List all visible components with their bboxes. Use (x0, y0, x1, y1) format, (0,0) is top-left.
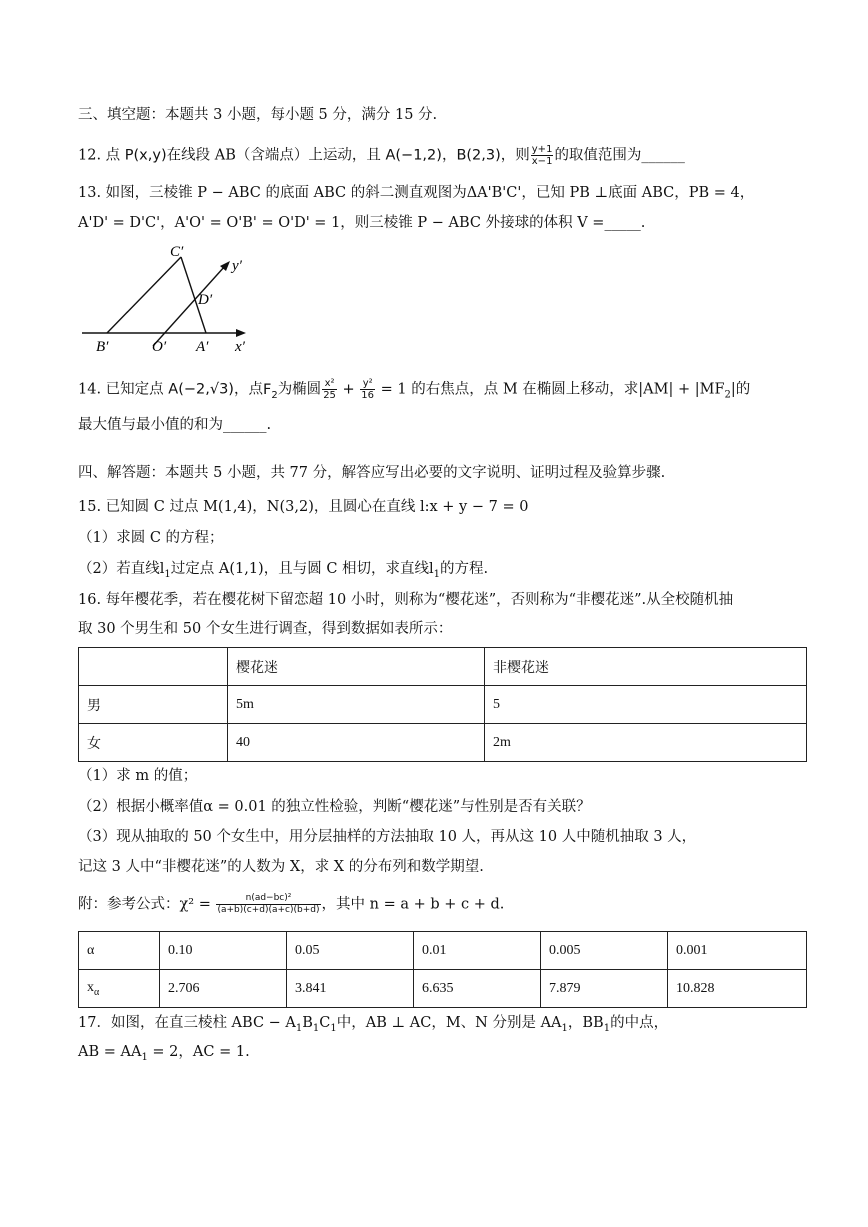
table-cell: 3.841 (287, 970, 414, 1008)
table-cell: 0.10 (160, 932, 287, 970)
q12-text-2: 在线段 AB（含端点）上运动，且 (166, 147, 386, 164)
q17-line2-b: = 2，AC = 1. (147, 1044, 250, 1060)
question-16-line-2: 取 30 个男生和 50 个女生进行调查，得到数据如表所示： (78, 621, 453, 637)
q12-text-4: ，则 (500, 147, 530, 164)
label-d: D′ (198, 292, 213, 308)
x-label: x (87, 979, 94, 995)
label-x: x′ (235, 339, 245, 355)
question-14-line-2: 最大值与最小值的和为______. (78, 417, 272, 433)
q14-text-1: 14. 已知定点 (78, 381, 169, 398)
label-y: y′ (232, 258, 242, 274)
question-15-part-1: （1）求圆 C 的方程； (78, 530, 224, 546)
q14-text-4: = 1 的右焦点，点 M 在椭圆上移动，求|AM| + |MF (376, 381, 725, 398)
label-o: O′ (152, 339, 167, 355)
y-axis (153, 266, 225, 346)
question-16-part-2: （2）根据小概率值α = 0.01 的独立性检验，判断“樱花迷”与性别是否有关联？ (78, 799, 591, 815)
q17-letter: C (319, 1015, 331, 1031)
q15-p2-text-b: 过定点 A(1,1)，且与圆 C 相切，求直线l (170, 561, 434, 577)
q17-text-c: ，BB (567, 1015, 604, 1031)
q15-p2-text-c: 的方程. (440, 561, 489, 577)
q12-fraction-numerator: y+1 (531, 144, 553, 155)
section-4-heading: 四、解答题：本题共 5 小题，共 77 分，解答应写出必要的文字说明、证明过程及验算步骤. (78, 465, 666, 481)
question-12 (78, 144, 685, 167)
question-16-part-3-cont: 记这 3 人中“非樱花迷”的人数为 X，求 X 的分布列和数学期望. (78, 859, 484, 875)
q15-p2-sub-2: 1 (433, 568, 441, 580)
table-cell: 5m (228, 686, 485, 724)
q14-fy-num: y² (360, 378, 375, 390)
question-14-line-1 (78, 378, 750, 406)
formula-denominator: (a+b)(c+d)(a+c)(b+d) (217, 905, 320, 915)
table-cell: 7.879 (541, 970, 668, 1008)
q17-sub: 1 (312, 1022, 320, 1034)
table-cell: 2m (485, 724, 807, 762)
table-cell: 6.635 (414, 970, 541, 1008)
critical-value-table (78, 931, 807, 1008)
q12-fraction (531, 144, 554, 167)
q12-text-3: ， (441, 147, 457, 164)
question-17-line-2 (78, 1041, 250, 1069)
table-cell (79, 970, 160, 1008)
question-13-line-2: A'D' = D'C'，A'O' = O'B' = O'D' = 1，则三棱锥 P − ABC 外接球的体积 V =_____. (78, 215, 646, 231)
question-15-part-2 (78, 558, 488, 586)
q12-point-a: A(−1,2) (385, 147, 442, 164)
q12-point-b: B(2,3) (456, 147, 501, 164)
q15-p2-text-a: （2）若直线l (78, 561, 165, 577)
chi-square-formula (78, 893, 504, 916)
question-13-line-1: 13. 如图，三棱锥 P − ABC 的底面 ABC 的斜二测直观图为ΔA'B'C'，已知 PB ⊥底面 ABC，PB = 4， (78, 185, 755, 201)
edge-b-c (107, 257, 181, 333)
q14-text-2: ，点 (233, 381, 263, 398)
table-cell: 0.05 (287, 932, 414, 970)
table-cell: 40 (228, 724, 485, 762)
q13-oblique-figure (70, 238, 270, 360)
question-16-line-1: 16. 每年樱花季，若在樱花树下留恋超 10 小时，则称为“樱花迷”，否则称为“非樱花迷”.从全校随机抽 (78, 592, 734, 608)
formula-suffix: ，其中 n = a + b + c + d. (321, 896, 505, 913)
q12-text-5: 的取值范围为______ (554, 147, 685, 164)
label-c: C′ (170, 244, 184, 260)
table-cell (79, 648, 228, 686)
table-row (79, 724, 807, 762)
q14-plus: + (337, 381, 360, 398)
table-cell: 10.828 (668, 970, 807, 1008)
q17-sub: 1 (330, 1022, 337, 1034)
q14-fraction-y (360, 378, 375, 401)
formula-fraction (216, 893, 320, 916)
table-cell: 0.001 (668, 932, 807, 970)
table-row (79, 970, 807, 1008)
q14-focus-sub: 2 (271, 389, 278, 401)
table-cell: 樱花迷 (228, 648, 485, 686)
table-cell: 5 (485, 686, 807, 724)
q17-line2-a: AB = AA (78, 1044, 142, 1060)
question-17-line-1 (78, 1012, 668, 1040)
label-b: B′ (96, 339, 109, 355)
q17-sub: 1 (295, 1022, 303, 1034)
q14-fraction-x (322, 378, 337, 401)
q14-focus (262, 381, 278, 401)
q17-text-a: 17．如图，在直三棱柱 ABC − A (78, 1015, 296, 1031)
table-row (79, 932, 807, 970)
x-label-sub: α (94, 986, 100, 998)
q17-text-d: 的中点， (610, 1015, 669, 1031)
q17-letter: B (302, 1015, 313, 1031)
x-axis-arrow (236, 329, 246, 337)
q17-text-b: 中，AB ⊥ AC，M、N 分别是 AA (336, 1015, 562, 1031)
q15-p2-sub-1: 1 (164, 568, 171, 580)
table-cell: α (79, 932, 160, 970)
formula-numerator: n(ad−bc)² (216, 893, 320, 905)
q14-fy-den: 16 (361, 390, 375, 401)
table-cell: 男 (79, 686, 228, 724)
q14-point-a: A(−2,√3) (168, 381, 234, 398)
table-cell: 非樱花迷 (485, 648, 807, 686)
label-a: A′ (196, 339, 209, 355)
q14-text-3: 为椭圆 (277, 381, 322, 398)
question-16-part-3: （3）现从抽取的 50 个女生中，用分层抽样的方法抽取 10 人，再从这 10 人中随机抽取 3 人， (78, 829, 697, 845)
table-cell: 2.706 (160, 970, 287, 1008)
q12-fraction-denominator: x−1 (531, 156, 553, 167)
section-3-heading: 三、填空题：本题共 3 小题，每小题 5 分，满分 15 分. (78, 107, 438, 123)
table-row (79, 686, 807, 724)
q14-mf-sub: 2 (724, 389, 731, 401)
q17-sub: 1 (561, 1022, 568, 1034)
q14-text-5: |的 (730, 381, 751, 398)
q12-point-p: P(x,y) (124, 147, 167, 164)
q17-sub: 1 (141, 1051, 148, 1063)
formula-prefix: 附：参考公式：χ² = (78, 896, 216, 913)
q17-sub: 1 (603, 1022, 611, 1034)
table-cell: 0.01 (414, 932, 541, 970)
table-cell: 0.005 (541, 932, 668, 970)
table-row (79, 648, 807, 686)
q14-fx-den: 25 (323, 390, 336, 401)
question-15-line-1: 15. 已知圆 C 过点 M(1,4)，N(3,2)，且圆心在直线 l:x + y − 7 = 0 (78, 499, 529, 515)
q14-focus-letter: F (262, 381, 272, 398)
table-cell: 女 (79, 724, 228, 762)
question-16-part-1: （1）求 m 的值； (78, 768, 198, 784)
q14-fx-num: x² (322, 378, 337, 390)
survey-table (78, 647, 807, 762)
q12-text-1: 12. 点 (78, 147, 125, 164)
